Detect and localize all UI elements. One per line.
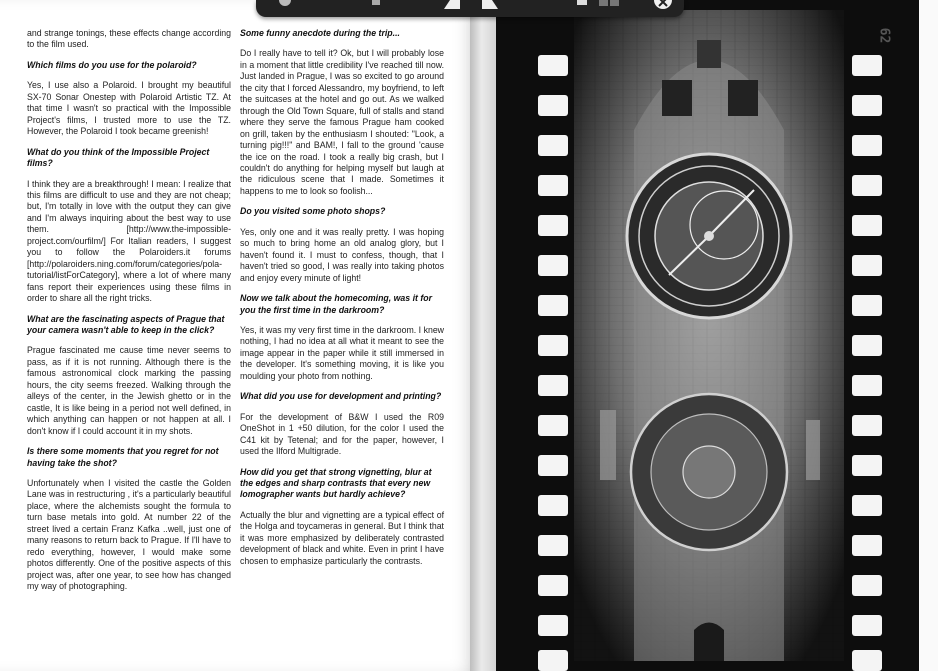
sprocket-hole xyxy=(538,535,568,556)
text-column-right xyxy=(240,28,444,576)
interview-answer: Unfortunately when I visited the castle the Golden Lane was in restructuring , it's a particularly beautiful place, where the alchemists sought the formula to turn base metals into gold. At number 22 of the street lived a certain Franz Kafka ..well, just one of many reasons to return back to Prague. If I'll have to redo everything, however, I would make some photos differently. One of the positive aspects of this project was, after one year, to see how has changed my way of photographing. xyxy=(27,477,231,592)
close-icon[interactable] xyxy=(652,0,674,9)
astronomical-clock-photo xyxy=(574,10,844,661)
interview-answer: Yes, it was my very first time in the darkroom. I knew nothing, I had no idea at all what it meant to see the image appear in the paper while it still immersed in the developer. It's something moving, it is like you moulding your photo from nothing. xyxy=(240,324,444,381)
interview-answer: Do I really have to tell it? Ok, but I will probably lose in a moment that little credibility I've reached till now. Just landed in Prague, I was so excited to go around the city that I forced Alessandro, my boyfriend, to left the suitcases at the hotel and go out. As we walked through the Old Town Square, full of stalls and stand where they serve the famous Prague ham cooked on grill, taken by the enthusiasm I shouted: "Look, a turning pig!!!" and BAM!, I fall to the ground 'cause the ice on the road. I took a really big crash, but I couldn't do anything for helping myself but laugh at the ridiculous scene that I made. Sometimes it happens to me to look so foolish... xyxy=(240,48,444,196)
interview-question: Is there some moments that you regret for not having take the shot? xyxy=(27,446,219,468)
interview-question: Some funny anecdote during the trip... xyxy=(240,28,400,38)
interview-answer: Yes, only one and it was really pretty. I was hoping so much to bring home an old analog glory, but I haven't found it. I must to confess, though, that I haven't tried so good, I was really into taking photos and enjoy every minute of light! xyxy=(240,226,444,283)
sprocket-hole xyxy=(852,255,882,276)
sprocket-hole xyxy=(538,215,568,236)
text-column-left xyxy=(27,28,231,601)
sprocket-hole xyxy=(538,175,568,196)
sprocket-hole xyxy=(852,175,882,196)
sprocket-hole xyxy=(538,135,568,156)
sprocket-hole xyxy=(538,55,568,76)
sprocket-hole xyxy=(538,650,568,671)
page-gutter xyxy=(470,0,496,671)
sprocket-hole xyxy=(852,95,882,116)
interview-answer: Yes, I use also a Polaroid. I brought my beautiful SX-70 Sonar Onestep with Polaroid Artistic TZ. At that time I wasn't so practical with the Impossible Project's films, I trusted more to use the TZ. However, the Polaroid I took became greenish! xyxy=(27,80,231,137)
interview-answer: Prague fascinated me cause time never seems to pass, as if it is not running. Although there is the famous astronomical clock marking the passing hours, the city seems freezed. Walking through the alleys of the center, in the Jewish ghetto or in the castle, It is like being in a period not well defined, in which anything can happen or not happen at all. I don't know if I could account it in my shots. xyxy=(27,345,231,436)
sprocket-hole xyxy=(538,575,568,596)
sprocket-hole xyxy=(538,455,568,476)
sprocket-hole xyxy=(852,335,882,356)
sprocket-hole xyxy=(852,295,882,316)
film-frame-number: 62 xyxy=(876,27,892,44)
sprocket-hole xyxy=(852,215,882,236)
next-arrow-icon[interactable] xyxy=(482,0,506,9)
interview-question: What are the fascinating aspects of Prague that your camera wasn't able to keep in the click? xyxy=(27,313,225,335)
page-icon[interactable] xyxy=(370,0,382,9)
sprocket-hole xyxy=(538,295,568,316)
interview-answer: Actually the blur and vignetting are a typical effect of the Holga and toycameras in general. But I think that it was more emphasized by deliberately contrasted development of black and white. Even in print I have chosen to emphasize particularly the contrasts. xyxy=(240,509,444,566)
sprocket-hole xyxy=(538,415,568,436)
sprocket-hole xyxy=(852,575,882,596)
interview-question: How did you get that strong vignetting, blur at the edges and sharp contrasts that every new lomographer wants but hardly achieve? xyxy=(240,466,432,500)
interview-answer: For the development of B&W I used the R09 OneShot in 1 +50 dilution, for the color I used the C41 kit by Tetenal; and for the paper, however, I used the Ilford Multigrade. xyxy=(240,411,444,457)
sprocket-hole xyxy=(852,415,882,436)
single-page-icon[interactable] xyxy=(576,0,588,9)
interview-answer: and strange tonings, these effects change according to the film used. xyxy=(27,28,231,50)
double-page-icon[interactable] xyxy=(598,0,620,9)
viewer-toolbar xyxy=(256,0,684,17)
sprocket-hole xyxy=(538,255,568,276)
sprocket-hole xyxy=(538,335,568,356)
interview-question: Now we talk about the homecoming, was it for you the first time in the darkroom? xyxy=(240,293,433,315)
sprocket-hole xyxy=(538,375,568,396)
interview-answer: I think they are a breakthrough! I mean: I realize that this films are difficult to use and they are not cheap; but, I'm totally in love with the output they can give and I'm always inquiring about the best way to use them. [http://www.the-impossible-project.com/ourfilm/] For Italian readers, I suggest you to follow the Polaroiders.it forums [http://polaroiders.ning.com/forum/categories/pola-tutorial/listForCategory], where a lot of where many fans report their experiences using these films in order to share all the right tricks. xyxy=(27,178,231,304)
sprocket-hole xyxy=(852,650,882,671)
sprocket-hole xyxy=(852,495,882,516)
sprocket-hole xyxy=(852,535,882,556)
sprocket-hole xyxy=(852,615,882,636)
interview-question: Do you visited some photo shops? xyxy=(240,206,386,217)
sprocket-hole xyxy=(852,375,882,396)
zoom-slider-icon[interactable] xyxy=(278,0,292,9)
interview-question: What did you use for development and printing? xyxy=(240,391,442,402)
sprocket-hole xyxy=(538,95,568,116)
sprocket-hole xyxy=(538,495,568,516)
sprocket-hole xyxy=(852,455,882,476)
film-edge xyxy=(919,0,938,671)
sprocket-hole xyxy=(852,135,882,156)
interview-question: Which films do you use for the polaroid? xyxy=(27,59,197,70)
sprocket-hole xyxy=(852,55,882,76)
interview-question: What do you think of the Impossible Project films? xyxy=(27,146,210,169)
sprocket-hole xyxy=(538,615,568,636)
prev-arrow-icon[interactable] xyxy=(436,0,460,9)
